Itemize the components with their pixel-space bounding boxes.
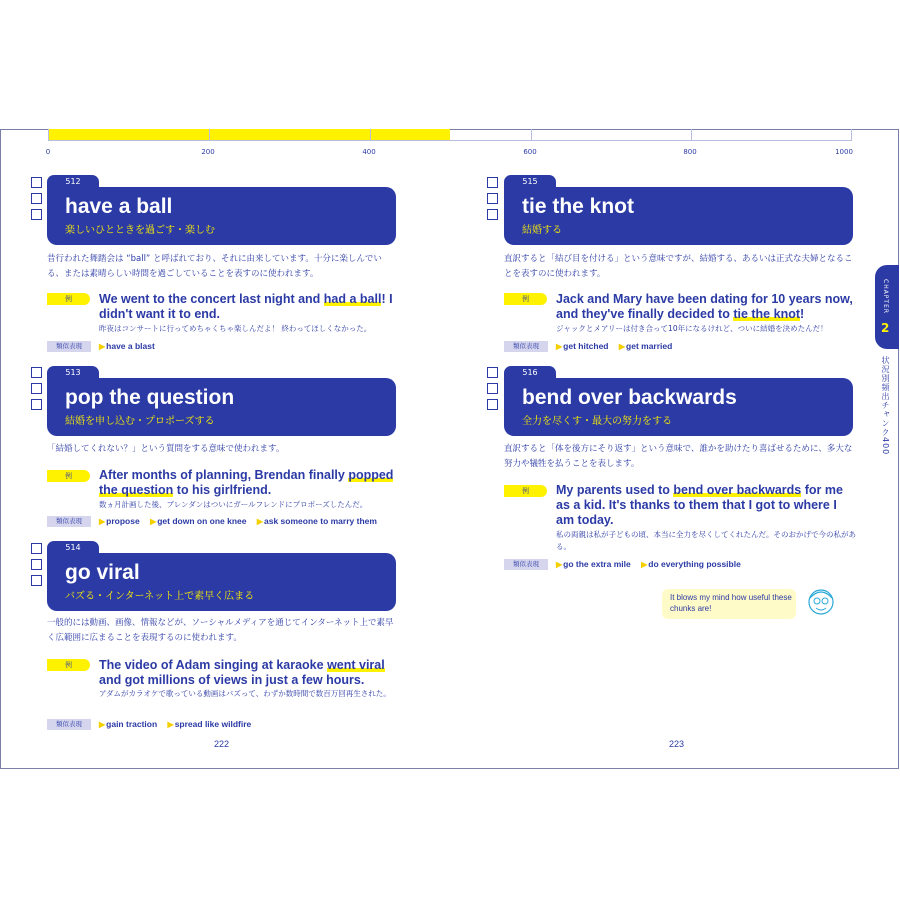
entry-card bbox=[504, 366, 853, 436]
checkboxes[interactable] bbox=[31, 367, 41, 415]
example-label: 例 bbox=[47, 293, 90, 305]
progress-tick bbox=[691, 129, 692, 140]
example-translation: 昨夜はコンサートに行ってめちゃくちゃ楽しんだよ！ 終わってほしくなかった。 bbox=[99, 324, 372, 333]
entry-description: 「結婚してくれない？」という質問をする意味で使われます。 bbox=[47, 444, 285, 454]
entry-meaning: 全力を尽くす・最大の努力をする bbox=[522, 416, 672, 427]
example-label: 例 bbox=[47, 659, 90, 671]
similar-expressions: ▶go the extra mile ▶do everything possible bbox=[556, 559, 741, 569]
example-translation: 私の両親は私が子どもの頃、本当に全力を尽くしてくれたんだ。そのおかげで今の私がある。 bbox=[556, 530, 856, 551]
entry-title: pop the question bbox=[65, 386, 235, 409]
entry-description: 昔行われた舞踏会は “ball” と呼ばれており、それに由来しています。十分に楽しんでいる、または素晴らしい時間を過ごしていることを表すのに使われます。 bbox=[47, 254, 382, 279]
progress-tick bbox=[209, 129, 210, 140]
example-sentence: We went to the concert last night and had a ball! I didn't want it to end. bbox=[99, 292, 393, 321]
entry-description: 一般的には動画、画像、情報などが、ソーシャルメディアを通じてインターネット上で素早く広範囲に広まることを表現するのに使われます。 bbox=[47, 618, 394, 643]
entry-number: 513 bbox=[47, 366, 99, 380]
chapter-tab[interactable] bbox=[875, 265, 899, 349]
entry-title: bend over backwards bbox=[522, 386, 737, 409]
entry-header bbox=[47, 378, 396, 436]
entry-meaning: 結婚を申し込む・プロポーズする bbox=[65, 416, 215, 427]
progress-label-600: 600 bbox=[523, 148, 537, 156]
entry-card bbox=[504, 175, 853, 245]
example-translation: アダムがカラオケで歌っている動画はバズって、わずか数時間で数百万回再生された。 bbox=[99, 689, 391, 698]
example-sentence: Jack and Mary have been dating for 10 years now, and they've finally decided to tie the knot! bbox=[556, 292, 853, 321]
chapter-number: 2 bbox=[881, 321, 890, 335]
progress-label-200: 200 bbox=[201, 148, 215, 156]
entry-card bbox=[47, 366, 396, 436]
progress-bar bbox=[48, 129, 852, 141]
entry-description: 直訳すると「体を後方にそり返す」という意味で、誰かを助けたり喜ばせるために、多大な努力や犠牲を払うことを表します。 bbox=[504, 444, 853, 469]
entry-header bbox=[47, 553, 396, 611]
example-translation: ジャックとメアリーは付き合って10年になるけれど、ついに結婚を決めたんだ！ bbox=[556, 324, 828, 333]
entry-header bbox=[504, 378, 853, 436]
progress-fill bbox=[49, 129, 450, 140]
entry-card bbox=[47, 541, 396, 611]
page-number-left: 222 bbox=[214, 739, 230, 749]
page-number-right: 223 bbox=[669, 739, 685, 749]
chapter-label: CHAPTER bbox=[882, 279, 889, 315]
similar-label: 類似表現 bbox=[504, 341, 548, 352]
example-sentence: The video of Adam singing at karaoke went viral and got millions of views in just a few hours. bbox=[99, 658, 385, 687]
progress-label-400: 400 bbox=[362, 148, 376, 156]
entry-card bbox=[47, 175, 396, 245]
entry-description: 直訳すると「結び目を付ける」という意味ですが、結婚する、あるいは正式な夫婦となることを表すのに使われます。 bbox=[504, 254, 853, 279]
similar-label: 類似表現 bbox=[47, 516, 91, 527]
entry-title: have a ball bbox=[65, 195, 173, 218]
example-label: 例 bbox=[504, 293, 547, 305]
entry-title: tie the knot bbox=[522, 195, 635, 218]
progress-label-1000: 1000 bbox=[835, 148, 853, 156]
example-label: 例 bbox=[504, 485, 547, 497]
similar-expressions: ▶gain traction ▶spread like wildfire bbox=[99, 719, 252, 729]
entry-title: go viral bbox=[65, 561, 140, 584]
chapter-title: 状況別頻出チャンク400 bbox=[881, 356, 890, 456]
entry-number: 512 bbox=[47, 175, 99, 189]
entry-number: 516 bbox=[504, 366, 556, 380]
checkboxes[interactable] bbox=[487, 177, 497, 225]
progress-tick bbox=[370, 129, 371, 140]
entry-meaning: 結婚する bbox=[522, 225, 562, 236]
entry-number: 514 bbox=[47, 541, 99, 555]
example-sentence: My parents used to bend over backwards for me as a kid. It's thanks to them that I got to where I am today. bbox=[556, 483, 843, 527]
character-face-icon bbox=[803, 583, 839, 619]
speech-bubble: It blows my mind how useful these chunks are! bbox=[662, 589, 796, 619]
entry-meaning: 楽しいひとときを過ごす・楽しむ bbox=[65, 225, 215, 236]
example-translation: 数ヵ月計画した後、ブレンダンはついにガールフレンドにプロポーズしたんだ。 bbox=[99, 500, 368, 509]
example-sentence: After months of planning, Brendan finally popped the question to his girlfriend. bbox=[99, 468, 394, 497]
entry-meaning: バズる・インターネット上で素早く広まる bbox=[65, 591, 255, 602]
checkboxes[interactable] bbox=[31, 177, 41, 225]
similar-label: 類似表現 bbox=[47, 719, 91, 730]
entry-header bbox=[504, 187, 853, 245]
similar-expressions: ▶get hitched ▶get married bbox=[556, 341, 673, 351]
entry-header bbox=[47, 187, 396, 245]
similar-label: 類似表現 bbox=[504, 559, 548, 570]
entry-number: 515 bbox=[504, 175, 556, 189]
checkboxes[interactable] bbox=[487, 367, 497, 415]
progress-label-0: 0 bbox=[45, 148, 51, 156]
similar-label: 類似表現 bbox=[47, 341, 91, 352]
example-label: 例 bbox=[47, 470, 90, 482]
progress-label-800: 800 bbox=[683, 148, 697, 156]
checkboxes[interactable] bbox=[31, 543, 41, 591]
progress-tick bbox=[531, 129, 532, 140]
similar-expressions: ▶have a blast bbox=[99, 341, 155, 351]
similar-expressions: ▶propose ▶get down on one knee ▶ask someone to marry them bbox=[99, 516, 377, 526]
